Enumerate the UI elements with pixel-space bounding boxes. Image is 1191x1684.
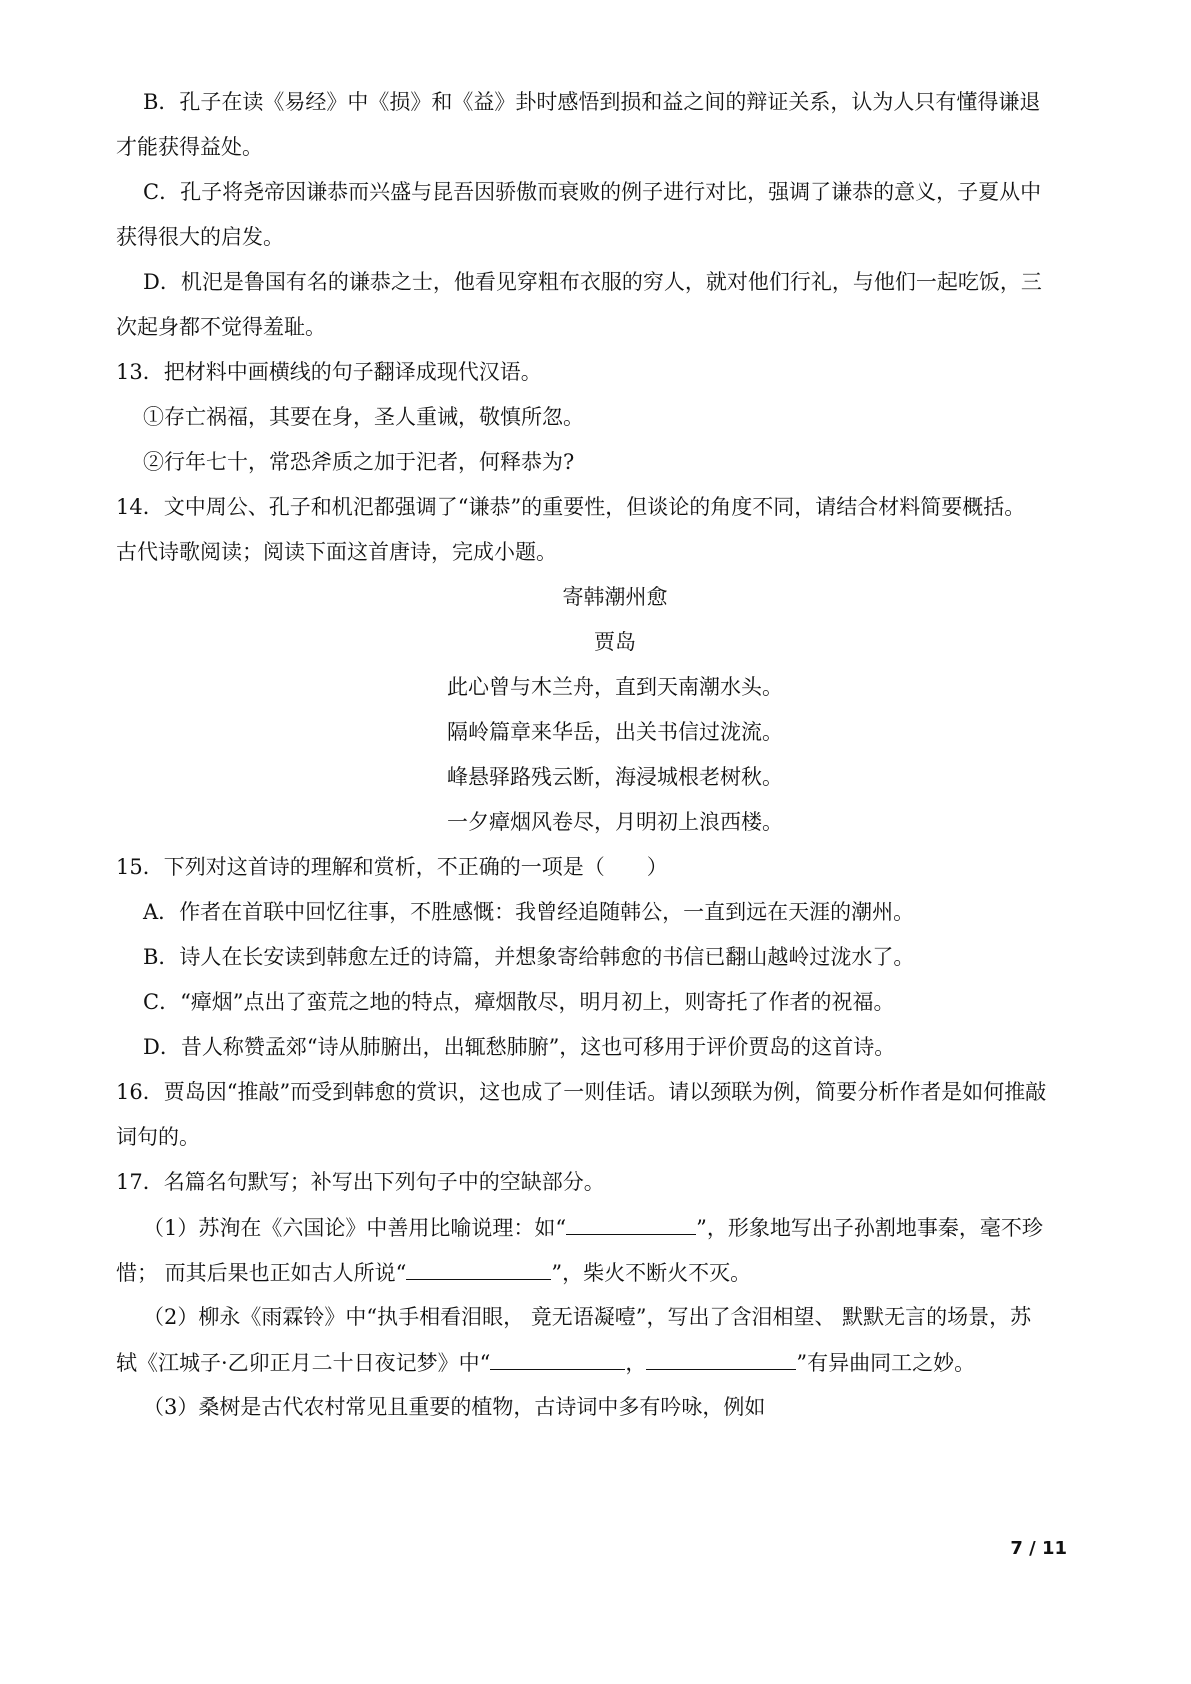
q13-stem: 13．把材料中画横线的句子翻译成现代汉语。	[116, 360, 542, 384]
q12-option-d-line2: 次起身都不觉得羞耻。	[116, 315, 326, 339]
q16-stem-line2: 词句的。	[116, 1125, 200, 1149]
q15-option-c: C．“瘴烟”点出了蛮荒之地的特点，瘴烟散尽，明月初上，则寄托了作者的祝福。	[143, 990, 895, 1014]
poem-author: 贾岛	[594, 630, 636, 654]
q17-part1-line2	[116, 1257, 751, 1288]
poem-line-2: 隔岭篇章来华岳，出关书信过泷流。	[447, 720, 783, 744]
q17-part1-text-b: ”，形象地写出子孙割地事秦，毫不珍	[696, 1216, 1043, 1240]
page-number: 7 / 11	[1010, 1538, 1067, 1559]
q17-part1-line1	[143, 1212, 1043, 1243]
poem-title: 寄韩潮州愈	[562, 585, 668, 609]
q17-part2-text-b: 轼《江城子·乙卯正月二十日夜记梦》中“	[116, 1351, 491, 1375]
q12-option-d-line1: D．机汜是鲁国有名的谦恭之士，他看见穿粗布衣服的穷人，就对他们行礼，与他们一起吃饭，三	[143, 270, 1042, 294]
q15-option-d: D．昔人称赞孟郊“诗从肺腑出，出辄愁肺腑”，这也可移用于评价贾岛的这首诗。	[143, 1035, 896, 1059]
poem-line-1: 此心曾与木兰舟，直到天南潮水头。	[447, 675, 783, 699]
q17-part1-text-d: ”，柴火不断火不灭。	[551, 1261, 752, 1285]
answer-blank-3[interactable]	[490, 1347, 625, 1370]
q17-part2-line2	[116, 1347, 975, 1378]
q17-part1-text-c: 惜； 而其后果也正如古人所说“	[116, 1261, 407, 1285]
q17-part3-line1: （3）桑树是古代农村常见且重要的植物，古诗词中多有吟咏，例如	[143, 1395, 766, 1419]
q15-option-b: B．诗人在长安读到韩愈左迁的诗篇，并想象寄给韩愈的书信已翻山越岭过泷水了。	[143, 945, 915, 969]
q13-sentence-1: ①存亡祸福，其要在身，圣人重诫，敬慎所忽。	[143, 405, 584, 429]
poem-line-4: 一夕瘴烟风卷尽，月明初上浪西楼。	[447, 810, 783, 834]
section-intro: 古代诗歌阅读；阅读下面这首唐诗，完成小题。	[116, 540, 557, 564]
q12-option-c-line2: 获得很大的启发。	[116, 225, 284, 249]
q12-option-c-line1: C．孔子将尧帝因谦恭而兴盛与昆吾因骄傲而衰败的例子进行对比，强调了谦恭的意义，子夏从中	[143, 180, 1042, 204]
q12-option-b-line1: B．孔子在读《易经》中《损》和《益》卦时感悟到损和益之间的辩证关系，认为人只有懂得谦退	[143, 90, 1041, 114]
q15-stem: 15．下列对这首诗的理解和赏析，不正确的一项是（ ）	[116, 855, 668, 879]
answer-blank-1[interactable]	[566, 1212, 696, 1235]
q15-option-a: A．作者在首联中回忆往事，不胜感慨：我曾经追随韩公，一直到远在天涯的潮州。	[143, 900, 915, 924]
answer-blank-2[interactable]	[406, 1257, 551, 1280]
q12-option-b-line2: 才能获得益处。	[116, 135, 263, 159]
q17-part2-text-d: ”有异曲同工之妙。	[796, 1351, 976, 1375]
q17-part2-text-c: ，	[625, 1351, 647, 1375]
q16-stem-line1: 16．贾岛因“推敲”而受到韩愈的赏识，这也成了一则佳话。请以颈联为例，简要分析作者是如何推敲	[116, 1080, 1047, 1104]
poem-line-3: 峰悬驿路残云断，海浸城根老树秋。	[447, 765, 783, 789]
answer-blank-4[interactable]	[646, 1347, 796, 1370]
q17-stem: 17．名篇名句默写；补写出下列句子中的空缺部分。	[116, 1170, 605, 1194]
q13-sentence-2: ②行年七十，常恐斧质之加于汜者，何释恭为?	[143, 450, 575, 474]
q14-stem: 14．文中周公、孔子和机汜都强调了“谦恭”的重要性，但谈论的角度不同，请结合材料简要概括。	[116, 495, 1026, 519]
q17-part1-text-a: （1）苏洵在《六国论》中善用比喻说理：如“	[143, 1216, 567, 1240]
q17-part2-line1: （2）柳永《雨霖铃》中“执手相看泪眼， 竟无语凝噎”，写出了含泪相望、 默默无言的场景，苏	[143, 1305, 1032, 1329]
